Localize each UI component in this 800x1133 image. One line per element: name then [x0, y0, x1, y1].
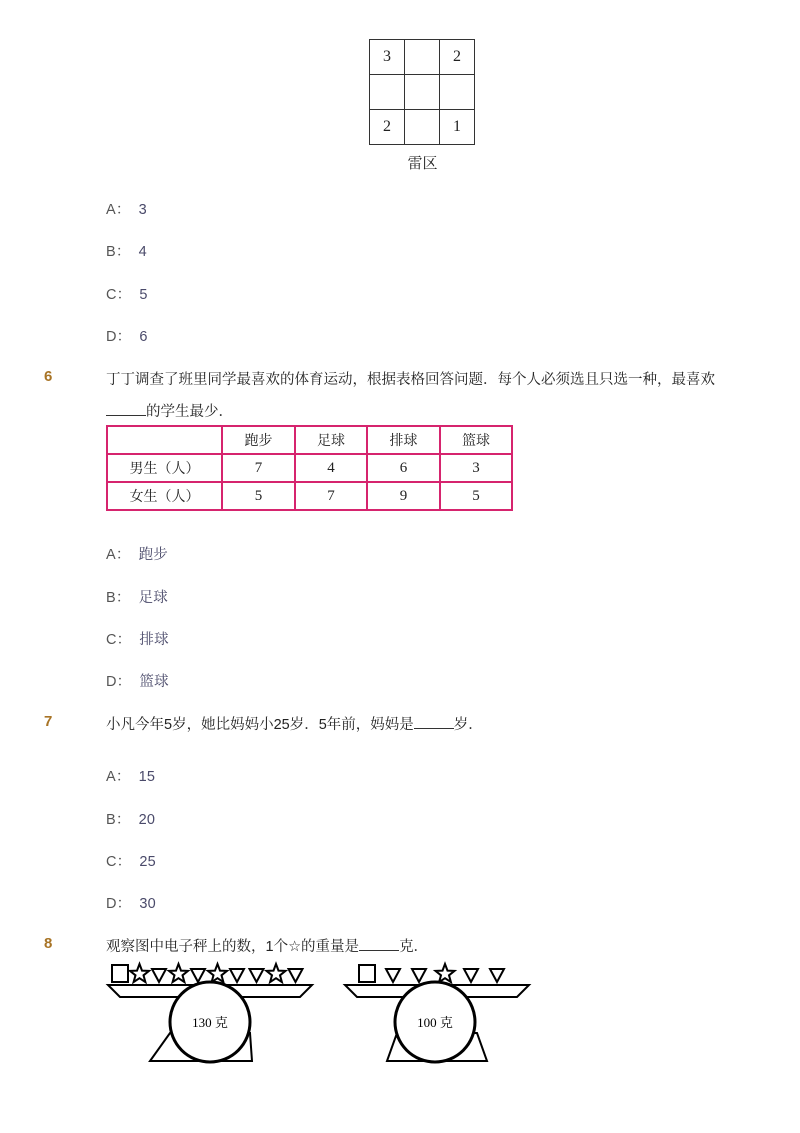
star-weight-icon — [208, 964, 227, 982]
mine-cell: 1 — [440, 110, 475, 145]
option-value: 20 — [138, 812, 156, 828]
q6-text-line2 — [106, 400, 233, 421]
mine-cell — [370, 75, 405, 110]
option-value: 篮球 — [139, 674, 169, 690]
option-value: 5 — [139, 287, 148, 303]
answer-blank[interactable] — [106, 403, 146, 416]
table-cell: 7 — [222, 454, 295, 482]
table-cell: 3 — [440, 454, 512, 482]
q5-option-c[interactable] — [106, 283, 148, 304]
option-letter: D： — [106, 674, 132, 690]
option-value: 15 — [138, 769, 156, 785]
question-number: 7 — [44, 713, 53, 730]
option-letter: A： — [106, 202, 131, 218]
table-cell: 4 — [295, 454, 367, 482]
triangle-weight-icon — [464, 969, 478, 982]
sports-table — [106, 425, 513, 511]
minefield-grid — [369, 39, 475, 145]
q5-option-b[interactable] — [106, 240, 147, 261]
q6-option-c[interactable] — [106, 628, 169, 649]
question-number: 6 — [44, 368, 53, 385]
q7-text-before: 小凡今年5岁，她比妈妈小25岁．5年前，妈妈是 — [106, 717, 414, 733]
star-weight-icon — [436, 964, 455, 982]
triangle-weight-icon — [490, 969, 504, 982]
q7-option-d[interactable] — [106, 892, 156, 913]
scale-reading: 100 克 — [417, 1015, 453, 1030]
table-header-cell: 排球 — [367, 426, 440, 454]
q6-option-b[interactable] — [106, 586, 168, 607]
star-weight-icon — [267, 964, 286, 982]
answer-blank[interactable] — [414, 716, 454, 729]
table-header-cell: 跑步 — [222, 426, 295, 454]
mine-cell — [405, 40, 440, 75]
option-letter: B： — [106, 590, 131, 606]
q8-text-after: 克． — [399, 939, 429, 955]
option-value: 跑步 — [138, 547, 168, 563]
table-cell: 6 — [367, 454, 440, 482]
square-weight-icon — [359, 965, 375, 982]
q8-text-before: 观察图中电子秤上的数，1个☆的重量是 — [106, 939, 360, 955]
table-row-label: 女生（人） — [107, 482, 222, 510]
option-value: 6 — [139, 329, 148, 345]
option-value: 30 — [139, 896, 156, 912]
table-header-cell: 篮球 — [440, 426, 512, 454]
table-row-label: 男生（人） — [107, 454, 222, 482]
triangle-weight-icon — [191, 969, 205, 982]
option-letter: C： — [106, 287, 132, 303]
mine-cell — [405, 75, 440, 110]
option-letter: A： — [106, 547, 131, 563]
question-number: 8 — [44, 935, 53, 952]
star-weight-icon — [169, 964, 188, 982]
q7-option-c[interactable] — [106, 850, 156, 871]
triangle-weight-icon — [152, 969, 166, 982]
table-cell: 5 — [222, 482, 295, 510]
q6-option-d[interactable] — [106, 670, 169, 691]
option-value: 排球 — [139, 632, 169, 648]
triangle-weight-icon — [412, 969, 426, 982]
option-value: 4 — [138, 244, 147, 260]
q6-option-a[interactable] — [106, 543, 168, 564]
option-letter: B： — [106, 812, 131, 828]
q7-text — [106, 713, 483, 734]
option-value: 3 — [138, 202, 147, 218]
table-cell: 9 — [367, 482, 440, 510]
minefield-caption: 雷区 — [407, 154, 438, 172]
mine-cell — [405, 110, 440, 145]
scale-items — [359, 964, 504, 982]
q5-option-a[interactable] — [106, 198, 147, 219]
option-letter: B： — [106, 244, 131, 260]
option-letter: C： — [106, 632, 132, 648]
table-cell: 5 — [440, 482, 512, 510]
scales-figure — [100, 955, 550, 1070]
q7-option-b[interactable] — [106, 808, 155, 829]
mine-cell: 3 — [370, 40, 405, 75]
table-header-cell — [107, 426, 222, 454]
option-letter: A： — [106, 769, 131, 785]
table-cell: 7 — [295, 482, 367, 510]
triangle-weight-icon — [289, 969, 303, 982]
table-header-cell: 足球 — [295, 426, 367, 454]
scale-right — [345, 964, 529, 1062]
answer-blank[interactable] — [359, 938, 399, 951]
option-value: 25 — [139, 854, 156, 870]
q5-option-d[interactable] — [106, 325, 148, 346]
scale-reading: 130 克 — [192, 1015, 228, 1030]
q7-option-a[interactable] — [106, 765, 155, 786]
option-letter: D： — [106, 329, 132, 345]
option-letter: C： — [106, 854, 132, 870]
square-weight-icon — [112, 965, 128, 982]
option-value: 足球 — [138, 590, 168, 606]
q6-text-line1: 丁丁调查了班里同学最喜欢的体育运动，根据表格回答问题．每个人必须选且只选一种，最喜欢 — [106, 372, 715, 388]
star-weight-icon — [130, 964, 149, 982]
q6-text-suffix: 的学生最少． — [146, 404, 233, 420]
option-letter: D： — [106, 896, 132, 912]
triangle-weight-icon — [250, 969, 264, 982]
triangle-weight-icon — [230, 969, 244, 982]
q7-text-after: 岁． — [453, 717, 483, 733]
scale-items — [112, 964, 303, 982]
q8-text — [106, 935, 428, 956]
scale-left — [108, 964, 312, 1062]
mine-cell — [440, 75, 475, 110]
mine-cell: 2 — [440, 40, 475, 75]
triangle-weight-icon — [386, 969, 400, 982]
mine-cell: 2 — [370, 110, 405, 145]
